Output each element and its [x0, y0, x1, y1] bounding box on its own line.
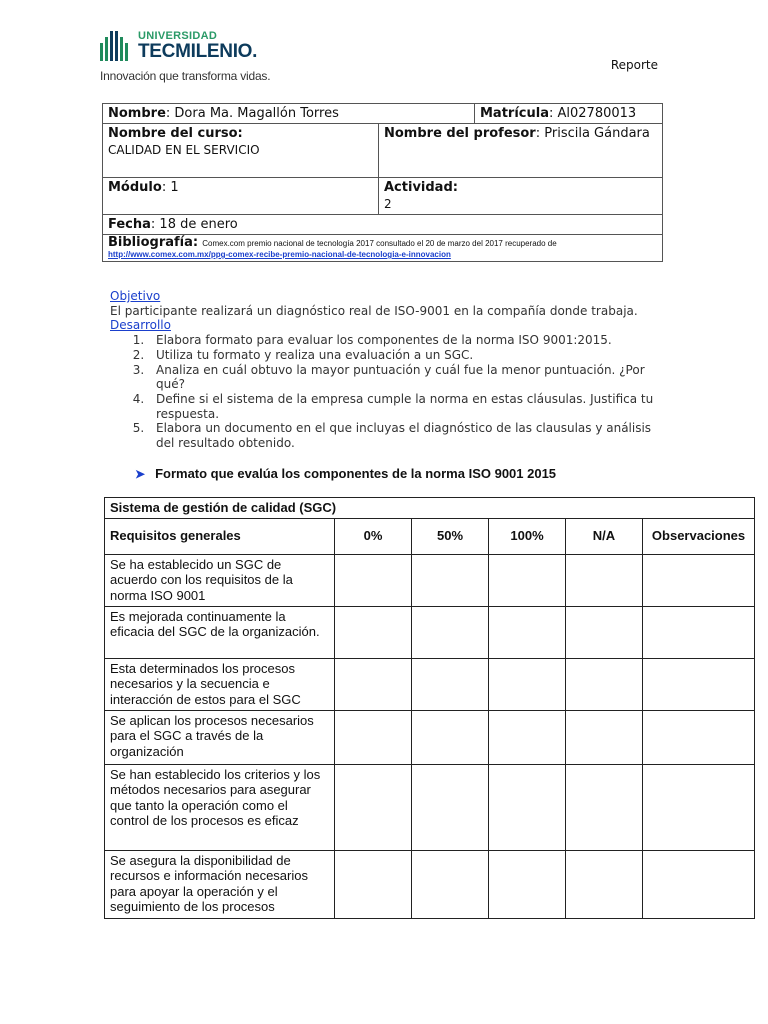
arrow-bullet-icon: ➤	[135, 467, 146, 481]
score-cell[interactable]	[335, 850, 412, 918]
score-cell[interactable]	[489, 850, 566, 918]
score-cell[interactable]	[412, 764, 489, 850]
table-row	[105, 658, 755, 710]
score-cell[interactable]	[335, 764, 412, 850]
table-row	[105, 710, 755, 764]
date-value: 18 de enero	[159, 217, 238, 232]
requirement-cell: Se asegura la disponibilidad de recursos e información necesarios para apoyar la operación y el seguimiento de los procesos	[105, 850, 335, 918]
score-cell[interactable]	[566, 710, 643, 764]
column-header: 0%	[335, 518, 412, 554]
score-cell[interactable]	[566, 764, 643, 850]
score-cell[interactable]	[412, 850, 489, 918]
list-item: 1. Elabora formato para evaluar los componentes de la norma ISO 9001:2015.	[148, 333, 660, 348]
activity-number: 2	[384, 197, 392, 211]
list-item: 2. Utiliza tu formato y realiza una evaluación a un SGC.	[148, 348, 660, 363]
module-number: 1	[170, 180, 179, 195]
requirement-cell: Se aplican los procesos necesarios para el SGC a través de la organización	[105, 710, 335, 764]
logo-line2: TECMILENIO.	[138, 41, 258, 62]
score-cell[interactable]	[489, 606, 566, 658]
score-cell[interactable]	[412, 606, 489, 658]
modulo-cell: Módulo: 1	[103, 178, 379, 215]
score-cell[interactable]	[335, 658, 412, 710]
profesor-cell: Nombre del profesor: Priscila Gándara	[379, 124, 663, 178]
fecha-cell: Fecha: 18 de enero	[103, 215, 663, 235]
observation-cell[interactable]	[643, 850, 755, 918]
column-header: Observaciones	[643, 518, 755, 554]
student-name: Dora Ma. Magallón Torres	[174, 106, 339, 121]
logo-line1: UNIVERSIDAD	[138, 30, 218, 42]
score-cell[interactable]	[412, 554, 489, 606]
student-info-table	[102, 103, 663, 262]
logo-tagline: Innovación que transforma vidas.	[100, 69, 271, 83]
table-row	[105, 850, 755, 918]
score-cell[interactable]	[335, 710, 412, 764]
university-logo	[100, 28, 300, 88]
requirement-cell: Se ha establecido un SGC de acuerdo con los requisitos de la norma ISO 9001	[105, 554, 335, 606]
desarrollo-heading[interactable]: Desarrollo	[110, 318, 171, 333]
list-item: 5. Elabora un documento en el que incluyas el diagnóstico de las clausulas y análisis del resultado obtenido.	[148, 421, 660, 450]
matricula-cell: Matrícula: Al02780013	[475, 104, 663, 124]
score-cell[interactable]	[489, 710, 566, 764]
bibliografia-cell: Bibliografía: Comex.com premio nacional de tecnología 2017 consultado el 20 de marzo del 2017 recuperado de http://www.comex.com.mx/ppg-comex-recibe-premio-nacional-de-tecnologia-e-innovacion	[103, 235, 663, 262]
score-cell[interactable]	[566, 606, 643, 658]
professor-name: Priscila Gándara	[544, 126, 650, 141]
table-title: Sistema de gestión de calidad (SGC)	[105, 498, 755, 519]
score-cell[interactable]	[489, 658, 566, 710]
list-item: 4. Define si el sistema de la empresa cumple la norma en estas cláusulas. Justifica tu respuesta.	[148, 392, 660, 421]
list-item: 3. Analiza en cuál obtuvo la mayor puntuación y cuál fue la menor puntuación. ¿Por qué?	[148, 363, 660, 392]
bibliography-link[interactable]: http://www.comex.com.mx/ppg-comex-recibe-premio-nacional-de-tecnologia-e-innovacion	[108, 250, 451, 259]
score-cell[interactable]	[412, 710, 489, 764]
score-cell[interactable]	[489, 554, 566, 606]
table-row	[105, 764, 755, 850]
objetivo-heading[interactable]: Objetivo	[110, 289, 161, 303]
observation-cell[interactable]	[643, 606, 755, 658]
observation-cell[interactable]	[643, 658, 755, 710]
student-id: Al02780013	[557, 106, 637, 121]
logo-mark-icon	[100, 31, 134, 61]
column-header: 50%	[412, 518, 489, 554]
score-cell[interactable]	[489, 764, 566, 850]
bibliography-text: Comex.com premio nacional de tecnología 2017 consultado el 20 de marzo del 2017 recuperado de	[202, 239, 557, 248]
objetivo-text: El participante realizará un diagnóstico real de ISO-9001 en la compañía donde trabaja.	[110, 303, 638, 318]
document-type: Reporte	[610, 58, 658, 72]
nombre-cell: Nombre: Dora Ma. Magallón Torres	[103, 104, 475, 124]
format-subtitle: ➤ Formato que evalúa los componentes de la norma ISO 9001 2015	[135, 466, 557, 481]
score-cell[interactable]	[566, 850, 643, 918]
curso-cell: Nombre del curso: CALIDAD EN EL SERVICIO	[103, 124, 379, 178]
requirement-cell: Esta determinados los procesos necesarios y la secuencia e interacción de estos para el SGC	[105, 658, 335, 710]
table-row	[105, 554, 755, 606]
column-header: Requisitos generales	[105, 518, 335, 554]
instructions	[110, 289, 660, 451]
score-cell[interactable]	[335, 554, 412, 606]
requirement-cell: Es mejorada continuamente la eficacia del SGC de la organización.	[105, 606, 335, 658]
observation-cell[interactable]	[643, 554, 755, 606]
score-cell[interactable]	[335, 606, 412, 658]
score-cell[interactable]	[566, 554, 643, 606]
column-header: 100%	[489, 518, 566, 554]
requirement-cell: Se han establecido los criterios y los métodos necesarios para asegurar que tanto la operación como el control de los procesos es eficaz	[105, 764, 335, 850]
observation-cell[interactable]	[643, 764, 755, 850]
steps-list	[110, 333, 660, 451]
table-row	[105, 606, 755, 658]
score-cell[interactable]	[566, 658, 643, 710]
course-name: CALIDAD EN EL SERVICIO	[108, 143, 260, 157]
sgc-evaluation-table	[104, 497, 755, 919]
score-cell[interactable]	[412, 658, 489, 710]
actividad-cell: Actividad: 2	[379, 178, 663, 215]
column-header: N/A	[566, 518, 643, 554]
observation-cell[interactable]	[643, 710, 755, 764]
